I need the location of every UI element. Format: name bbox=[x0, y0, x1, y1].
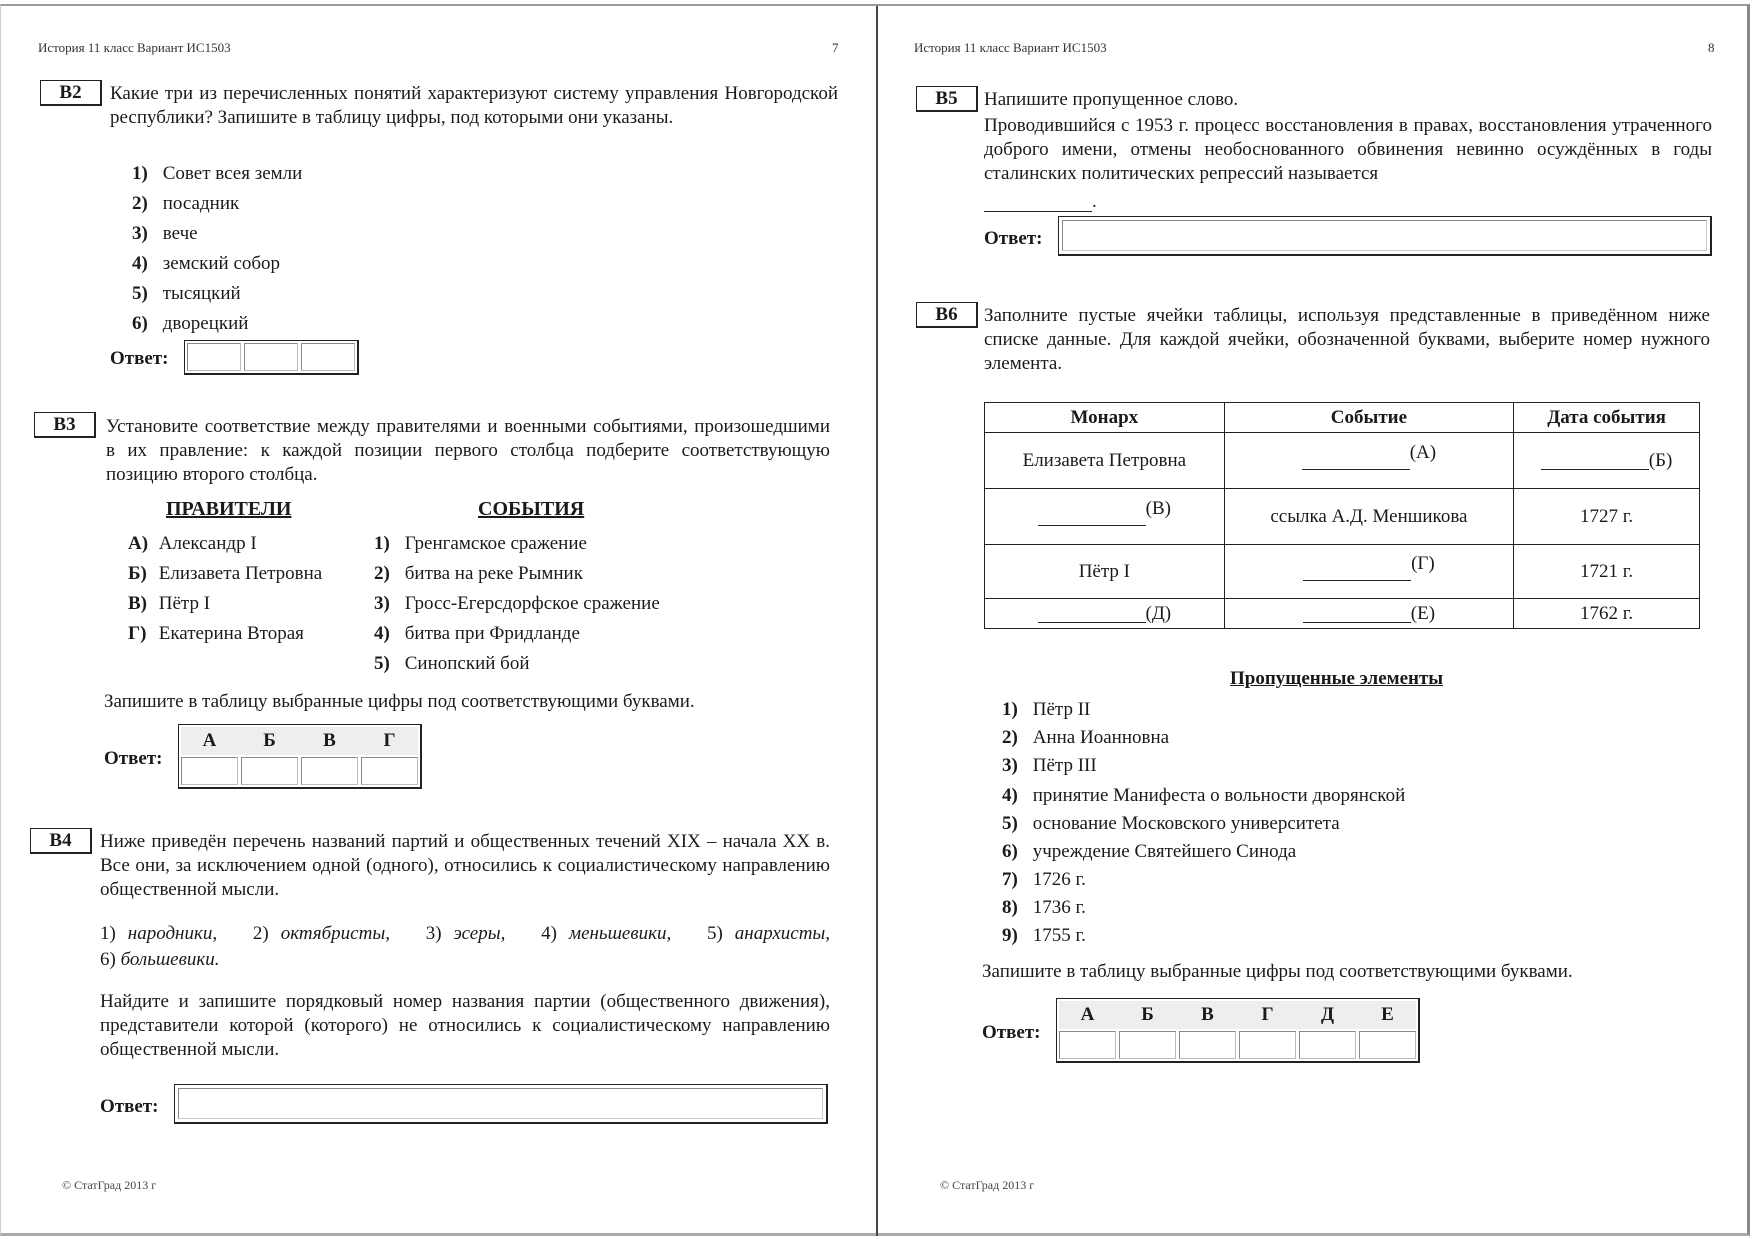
b6-answer-cell-d[interactable] bbox=[1299, 1031, 1356, 1059]
b4-instruction: Найдите и запишите порядковый номер названия партии (общественного движения), представители которой (которого) не относились к социалистическому направлению общественной мысли. bbox=[100, 991, 830, 1060]
b6-missing-9: 9) 1755 г. bbox=[1002, 925, 1086, 946]
b6-col-monarch: Монарх bbox=[985, 403, 1225, 433]
b6-letter-a: А bbox=[1080, 1004, 1095, 1025]
b6-missing-1: 1) Пётр II bbox=[1002, 699, 1091, 720]
b6-answer-cell-a[interactable] bbox=[1059, 1031, 1116, 1059]
b2-option-2: 2) посадник bbox=[132, 193, 240, 214]
b6-cell-blank-d[interactable]: (Д) bbox=[985, 599, 1225, 629]
b2-answer-boxes bbox=[184, 340, 359, 375]
b6-cell: Пётр I bbox=[985, 545, 1225, 599]
b3-events-header: СОБЫТИЯ bbox=[478, 498, 585, 520]
b6-answer-cell-v[interactable] bbox=[1179, 1031, 1236, 1059]
b3-ruler-v: В) Пётр I bbox=[128, 593, 211, 614]
b3-question: Установите соответствие между правителями и военными событиями, произошедшими в их правление: к каждой позиции первого столбца подберите соответствующую позицию второго столбца. bbox=[106, 416, 830, 485]
b3-ruler-g: Г) Екатерина Вторая bbox=[128, 623, 304, 644]
table-row bbox=[985, 545, 1700, 599]
task-label-b3: В3 bbox=[34, 412, 96, 438]
b6-missing-header: Пропущенные элементы bbox=[1230, 668, 1444, 689]
b3-rulers-header: ПРАВИТЕЛИ bbox=[166, 498, 292, 520]
b6-answer-cell-g[interactable] bbox=[1239, 1031, 1296, 1059]
b2-option-5: 5) тысяцкий bbox=[132, 283, 241, 304]
b2-answer-cell-3[interactable] bbox=[301, 343, 355, 371]
b5-answer-label: Ответ: bbox=[984, 228, 1043, 249]
b3-answer-grid bbox=[178, 724, 422, 789]
b6-cell: 1727 г. bbox=[1514, 489, 1700, 545]
b3-event-4: 4) битва при Фридланде bbox=[374, 623, 580, 644]
task-label-b4: В4 bbox=[30, 828, 92, 854]
b6-missing-3: 3) Пётр III bbox=[1002, 755, 1097, 776]
b2-option-3: 3) вече bbox=[132, 223, 198, 244]
b2-option-4: 4) земский собор bbox=[132, 253, 281, 274]
b6-missing-8: 8) 1736 г. bbox=[1002, 897, 1086, 918]
b6-missing-4: 4) принятие Манифеста о вольности дворянской bbox=[1002, 785, 1406, 806]
b4-item-6: 6) большевики. bbox=[100, 949, 220, 970]
b6-cell: 1762 г. bbox=[1514, 599, 1700, 629]
b6-cell-blank-g[interactable]: (Г) bbox=[1224, 545, 1514, 599]
b6-answer-cell-b[interactable] bbox=[1119, 1031, 1176, 1059]
b3-ruler-a: А) Александр I bbox=[128, 533, 257, 554]
b3-answer-cell-b[interactable] bbox=[241, 757, 298, 785]
b3-ruler-b: Б) Елизавета Петровна bbox=[128, 563, 323, 584]
b6-letter-d: Д bbox=[1320, 1004, 1335, 1025]
b6-table bbox=[984, 402, 1700, 629]
b6-letter-g: Г bbox=[1261, 1004, 1274, 1025]
b3-instruction: Запишите в таблицу выбранные цифры под соответствующими буквами. bbox=[104, 691, 695, 712]
page-footer: © СтатГрад 2013 г bbox=[62, 1178, 157, 1192]
b3-event-1: 1) Гренгамское сражение bbox=[374, 533, 587, 554]
page-number: 7 bbox=[832, 40, 839, 55]
b6-cell-blank-a[interactable]: (А) bbox=[1224, 433, 1514, 489]
b2-answer-cell-2[interactable] bbox=[244, 343, 298, 371]
b3-answer-cell-v[interactable] bbox=[301, 757, 358, 785]
task-label-b2: В2 bbox=[40, 80, 102, 106]
b4-answer-label: Ответ: bbox=[100, 1096, 159, 1117]
b4-question: Ниже приведён перечень названий партий и общественных течений XIX – начала XX в. Все они, за исключением одной (одного), относились к социалистическому направлению общественной мысли. bbox=[100, 831, 830, 900]
b4-answer-field[interactable] bbox=[174, 1084, 828, 1124]
b6-cell-blank-e[interactable]: (Е) bbox=[1224, 599, 1514, 629]
b2-answer-cell-1[interactable] bbox=[187, 343, 241, 371]
b3-answer-cell-a[interactable] bbox=[181, 757, 238, 785]
b3-letter-b: Б bbox=[263, 730, 276, 751]
table-row bbox=[985, 489, 1700, 545]
b6-table-header bbox=[985, 403, 1700, 433]
b6-letter-v: В bbox=[1201, 1004, 1214, 1025]
b5-answer-field[interactable] bbox=[1058, 216, 1712, 256]
b3-event-3: 3) Гросс-Егерсдорфское сражение bbox=[374, 593, 660, 614]
page-header: История 11 класс Вариант ИС1503 bbox=[38, 40, 231, 55]
b4-items: 1) народники, 2) октябристы, 3) эсеры, 4) меньшевики, 5) анархисты, bbox=[100, 923, 831, 944]
b2-answer-label: Ответ: bbox=[110, 348, 169, 369]
b5-question: Проводившийся с 1953 г. процесс восстановления в правах, восстановления утраченного доброго имени, отмены необоснованного обвинения невинно осуждённых в годы сталинских политических репрессий называется bbox=[984, 115, 1712, 184]
table-row bbox=[985, 433, 1700, 489]
b3-event-5: 5) Синопский бой bbox=[374, 653, 530, 674]
b3-letter-v: В bbox=[323, 730, 336, 751]
b6-missing-5: 5) основание Московского университета bbox=[1002, 813, 1340, 834]
b6-instruction: Запишите в таблицу выбранные цифры под соответствующими буквами. bbox=[982, 961, 1573, 982]
b6-cell-blank-v[interactable]: (В) bbox=[985, 489, 1225, 545]
table-row bbox=[985, 599, 1700, 629]
b2-question: Какие три из перечисленных понятий характеризуют систему управления Новгородской республики? Запишите в таблицу цифры, под которыми они указаны. bbox=[110, 83, 838, 128]
b2-option-1: 1) Совет всея земли bbox=[132, 163, 303, 184]
b6-col-event: Событие bbox=[1224, 403, 1514, 433]
b6-letter-b: Б bbox=[1141, 1004, 1154, 1025]
page-number: 8 bbox=[1708, 40, 1715, 55]
b6-cell: 1721 г. bbox=[1514, 545, 1700, 599]
task-label-b5: В5 bbox=[916, 86, 978, 112]
b6-missing-7: 7) 1726 г. bbox=[1002, 869, 1086, 890]
b6-answer-label: Ответ: bbox=[982, 1022, 1041, 1043]
b6-missing-2: 2) Анна Иоанновна bbox=[1002, 727, 1170, 748]
b3-answer-label: Ответ: bbox=[104, 748, 163, 769]
b5-blank: . bbox=[984, 190, 1097, 214]
page-header: История 11 класс Вариант ИС1503 bbox=[914, 40, 1107, 55]
b3-event-2: 2) битва на реке Рымник bbox=[374, 563, 583, 584]
task-label-b6: В6 bbox=[916, 302, 978, 328]
b6-cell: ссылка А.Д. Меншикова bbox=[1224, 489, 1514, 545]
page-footer: © СтатГрад 2013 г bbox=[940, 1178, 1035, 1192]
page-8 bbox=[878, 6, 1750, 1236]
b6-missing-6: 6) учреждение Святейшего Синода bbox=[1002, 841, 1297, 862]
b3-letter-a: А bbox=[202, 730, 217, 751]
b6-cell: Елизавета Петровна bbox=[985, 433, 1225, 489]
b6-letter-e: Е bbox=[1381, 1004, 1394, 1025]
b6-answer-grid bbox=[1056, 998, 1420, 1063]
b2-option-6: 6) дворецкий bbox=[132, 313, 249, 334]
page-7 bbox=[0, 6, 876, 1236]
b6-cell-blank-b[interactable]: (Б) bbox=[1514, 433, 1700, 489]
b3-answer-cell-g[interactable] bbox=[361, 757, 418, 785]
b6-question: Заполните пустые ячейки таблицы, используя представленные в приведённом ниже списке данные. Для каждой ячейки, обозначенной буквами, выберите номер нужного элемента. bbox=[984, 305, 1710, 374]
b5-title: Напишите пропущенное слово. bbox=[984, 89, 1239, 110]
b6-col-date: Дата события bbox=[1514, 403, 1700, 433]
b6-answer-cell-e[interactable] bbox=[1359, 1031, 1416, 1059]
b3-letter-g: Г bbox=[383, 730, 396, 751]
